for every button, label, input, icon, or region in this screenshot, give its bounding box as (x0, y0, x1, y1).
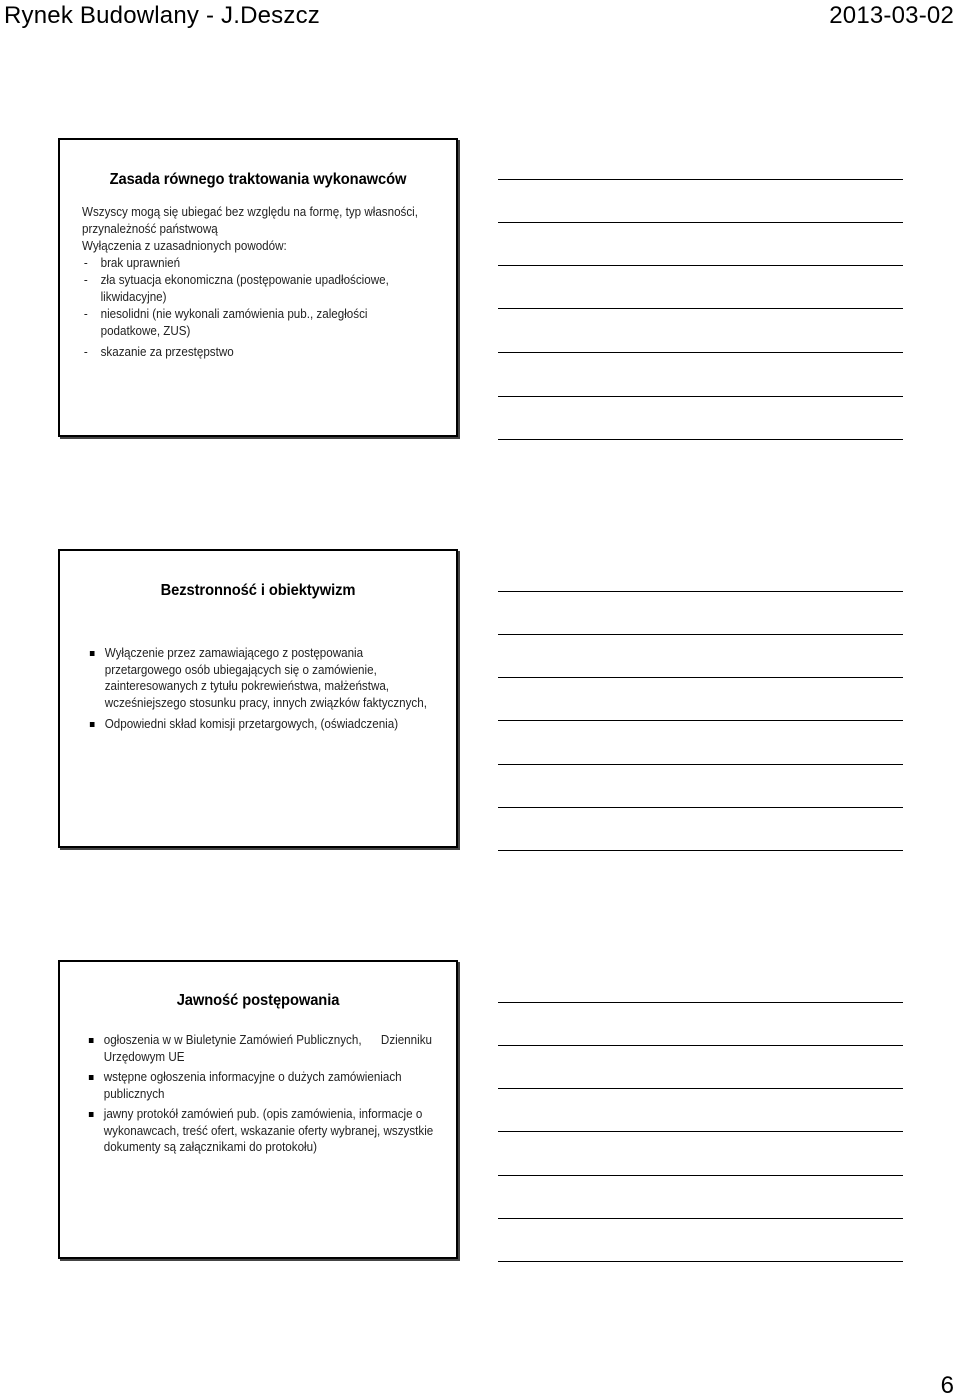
note-line (498, 1002, 903, 1003)
note-line (498, 677, 903, 678)
list-item (82, 306, 454, 340)
dash-marker: - (83, 273, 88, 287)
slide-title: Zasada równego traktowania wykonawców (109, 171, 407, 188)
note-line (498, 265, 903, 266)
list-item (82, 272, 454, 306)
intro-line: przynależność państwową (82, 222, 218, 236)
note-line (498, 764, 903, 765)
note-line (498, 850, 903, 851)
dash-marker: - (83, 256, 88, 270)
list-item-text: Odpowiedni skład komisji przetargowych, (oświadczenia) (104, 717, 399, 731)
bullet-square-icon (90, 722, 95, 727)
list-item (82, 255, 454, 272)
list-item-text: podatkowe, ZUS) (100, 324, 191, 338)
note-line (498, 1088, 903, 1089)
note-line (498, 634, 903, 635)
bullet-square-icon (89, 1112, 94, 1117)
list-item-text: zła sytuacja ekonomiczna (postępowanie upadłościowe, (100, 273, 389, 287)
list-item-text: likwidacyjne) (100, 290, 167, 304)
slide-body (82, 204, 454, 361)
bullet-square-icon (89, 1038, 94, 1043)
note-line (498, 1131, 903, 1132)
note-line (498, 222, 903, 223)
bullet-square-icon (89, 1075, 94, 1080)
list-item (88, 645, 446, 711)
list-item-text: niesolidni (nie wykonali zamówienia pub., zaległości (100, 307, 368, 321)
list-item (88, 716, 446, 733)
slide-body (87, 1032, 445, 1156)
list-item-text: dokumenty są załącznikami do protokołu) (103, 1140, 317, 1154)
note-line (498, 1218, 903, 1219)
list-item-text: jawny protokół zamówień pub. (opis zamówienia, informacje o (103, 1107, 423, 1121)
slide-equal-treatment (58, 138, 458, 437)
note-line (498, 1261, 903, 1262)
list-item-text: zainteresowanych z tytułu pokrewieństwa, małżeństwa, (104, 679, 390, 693)
list-item (87, 1106, 445, 1156)
list-item (87, 1069, 445, 1102)
note-line (498, 1175, 903, 1176)
slide-body (88, 645, 446, 733)
note-line (498, 807, 903, 808)
list-item-text: publicznych (103, 1086, 165, 1101)
note-line (498, 396, 903, 397)
dash-marker: - (83, 345, 88, 359)
list-item-text: wykonawcach, treść ofert, wskazanie oferty wybranej, wszystkie (103, 1123, 434, 1138)
note-line (498, 352, 903, 353)
list-item (87, 1032, 445, 1065)
slide-transparency (58, 960, 458, 1259)
note-line (498, 720, 903, 721)
list-item-text: skazanie za przestępstwo (100, 345, 234, 359)
document-date: 2013-03-02 (829, 2, 954, 29)
slide-title: Bezstronność i obiektywizm (160, 582, 356, 599)
intro-line: Wyłączenia z uzasadnionych powodów: (82, 239, 287, 253)
list-item-text: Urzędowym UE (103, 1049, 185, 1064)
note-line (498, 308, 903, 309)
note-line (498, 591, 903, 592)
list-item-text: ogłoszenia w w Biuletynie Zamówień Publicznych, Dzienniku (103, 1033, 432, 1047)
list-item-text: Wyłączenie przez zamawiającego z postępowania (104, 646, 364, 660)
page-header (0, 0, 960, 34)
page-number: 6 (940, 1372, 954, 1399)
dash-marker: - (83, 307, 88, 321)
note-line (498, 439, 903, 440)
list-item-text: brak uprawnień (100, 256, 181, 270)
list-item-text: przetargowego osób ubiegających się o zamówienie, (104, 662, 377, 677)
slide-title: Jawność postępowania (176, 992, 340, 1009)
list-item (82, 344, 454, 361)
slide-impartiality (58, 549, 458, 848)
intro-line: Wszyscy mogą się ubiegać bez względu na formę, typ własności, (82, 205, 418, 219)
list-item-text: wcześniejszego stosunku pracy, innych związków faktycznych, (104, 695, 427, 710)
document-title: Rynek Budowlany - J.Deszcz (4, 2, 320, 29)
note-line (498, 1045, 903, 1046)
note-line (498, 179, 903, 180)
list-item-text: wstępne ogłoszenia informacyjne o dużych zamówieniach (103, 1070, 402, 1084)
bullet-square-icon (90, 651, 95, 656)
